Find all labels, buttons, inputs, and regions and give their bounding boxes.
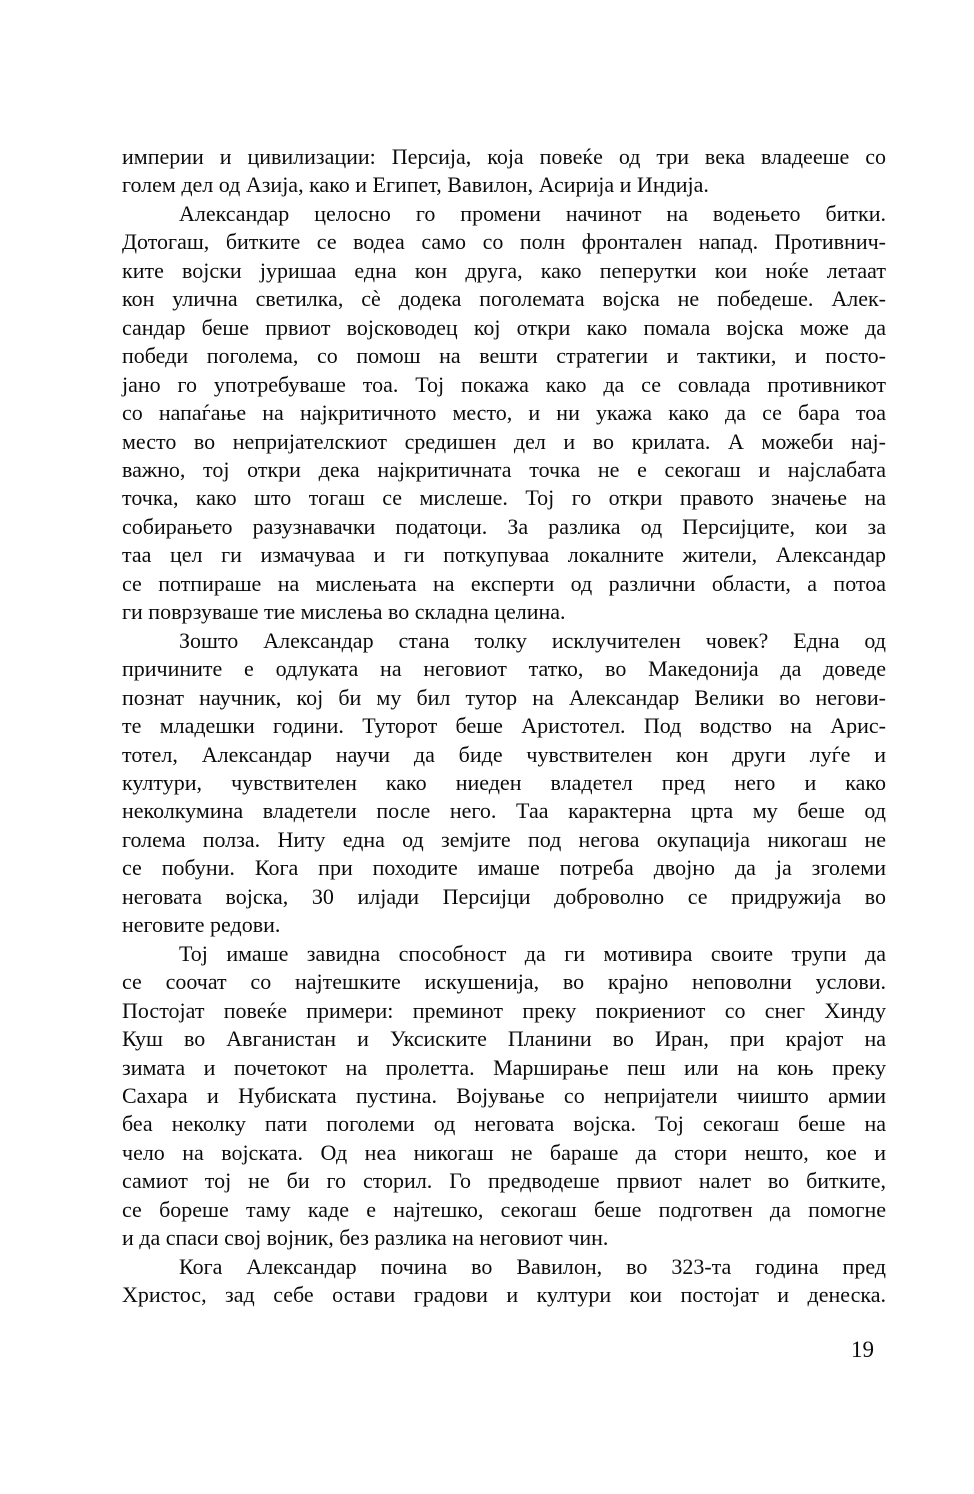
page-number: 19 xyxy=(851,1337,874,1362)
text-line: јано го употребуваше тоа. Тој покажа како да се совлада противникот xyxy=(122,371,886,397)
text-line: сандар беше првиот војсководец кој откри како помала војска може да xyxy=(122,314,886,340)
text-line: се соочат со најтешките искушенија, во крајно неповолни услови. xyxy=(122,969,886,995)
text-line: Александар целосно го промени начинот на водењето битки. xyxy=(179,200,886,226)
text-line: со напаѓање на најкритичното место, и ни укажа како да се бара тоа xyxy=(122,400,886,426)
text-line: ките војски јуришаа една кон друга, како пеперутки кои ноќе летаат xyxy=(122,257,886,283)
text-line: Кога Александар почина во Вавилон, во 323-та година пред xyxy=(179,1253,886,1279)
text-line: причините е одлуката на неговиот татко, во Македонија да доведе xyxy=(122,656,886,682)
text-line: беа неколку пати поголеми од неговата војска. Тој секогаш беше на xyxy=(122,1111,886,1137)
paragraph xyxy=(122,627,886,940)
text-line: Куш во Авганистан и Уксиските Планини во Иран, при крајот на xyxy=(122,1026,886,1052)
text-line: ги поврзуваше тие мислења во складна целина. xyxy=(122,599,566,625)
paragraph xyxy=(122,940,886,1253)
text-line: се бореше таму каде е најтешко, секогаш беше подготвен да помогне xyxy=(122,1196,886,1222)
text-line: се побуни. Кога при походите имаше потреба двојно да ја зголеми xyxy=(122,855,886,881)
text-line: Сахара и Нубиската пустина. Војување со непријатели чиишто армии xyxy=(122,1082,886,1108)
text-line: познат научник, кој би му бил тутор на Александар Велики во негови- xyxy=(122,684,886,710)
text-line: култури, чувствителен како ниеден владетел пред него и како xyxy=(122,769,886,795)
text-line: чело на војската. Од неа никогаш не бараше да стори нешто, кое и xyxy=(122,1139,886,1165)
text-line: важно, тој откри дека најкритичната точка не е секогаш и најслабата xyxy=(122,456,886,482)
text-line: победи поголема, со помош на вешти стратегии и тактики, и посто- xyxy=(122,343,886,369)
text-line: таа цел ги измачуваа и ги поткупуваа локалните жители, Александар xyxy=(122,542,886,568)
paragraph xyxy=(122,143,886,200)
text-line: и да спаси свој војник, без разлика на неговиот чин. xyxy=(122,1225,609,1251)
text-line: Тој имаше завидна способност да ги мотивира своите трупи да xyxy=(179,940,886,966)
text-line: голем дел од Азија, како и Египет, Вавилон, Асирија и Индија. xyxy=(122,172,709,198)
text-line: самиот тој не би го сторил. Го предводеше првиот налет во битките, xyxy=(122,1168,886,1194)
text-line: зимата и почетокот на пролетта. Марширање пеш или на коњ преку xyxy=(122,1054,886,1080)
text-line: точка, како што тогаш се мислеше. Тој го откри правото значење на xyxy=(122,485,886,511)
text-line: Христос, зад себе остави градови и култури кои постојат и денеска. xyxy=(122,1282,886,1308)
body-text xyxy=(122,143,886,1310)
text-line: империи и цивилизации: Персија, која повеќе од три века владееше со xyxy=(122,144,886,169)
text-line: неговата војска, 30 илјади Персијци доброволно се придружија во xyxy=(122,883,886,909)
text-line: тотел, Александар научи да биде чувствителен кон други луѓе и xyxy=(122,741,886,767)
text-line: кон улична светилка, сè додека поголемата војска не победеше. Алек- xyxy=(122,286,886,312)
paragraph xyxy=(122,200,886,627)
paragraph xyxy=(122,1253,886,1310)
text-line: голема полза. Ниту една од земјите под негова окупација никогаш не xyxy=(122,826,886,852)
text-line: неколкумина владетели после него. Таа карактерна црта му беше од xyxy=(122,798,886,824)
text-line: се потпираше на мислењата на експерти од различни области, а потоа xyxy=(122,570,886,596)
text-line: место во непријателскиот средишен дел и во крилата. А можеби нај- xyxy=(122,428,886,454)
text-line: Дотогаш, битките се водеа само со полн фронтален напад. Противнич- xyxy=(122,229,886,255)
text-line: неговите редови. xyxy=(122,912,281,938)
text-line: Постојат повеќе примери: преминот преку покриениот со снег Хинду xyxy=(122,997,886,1023)
text-line: собирањето разузнавачки податоци. За разлика од Персијците, кои за xyxy=(122,513,886,539)
text-line: Зошто Александар стана толку исклучителен човек? Една од xyxy=(179,627,886,653)
text-line: те младешки години. Туторот беше Аристотел. Под водство на Арис- xyxy=(122,713,886,739)
